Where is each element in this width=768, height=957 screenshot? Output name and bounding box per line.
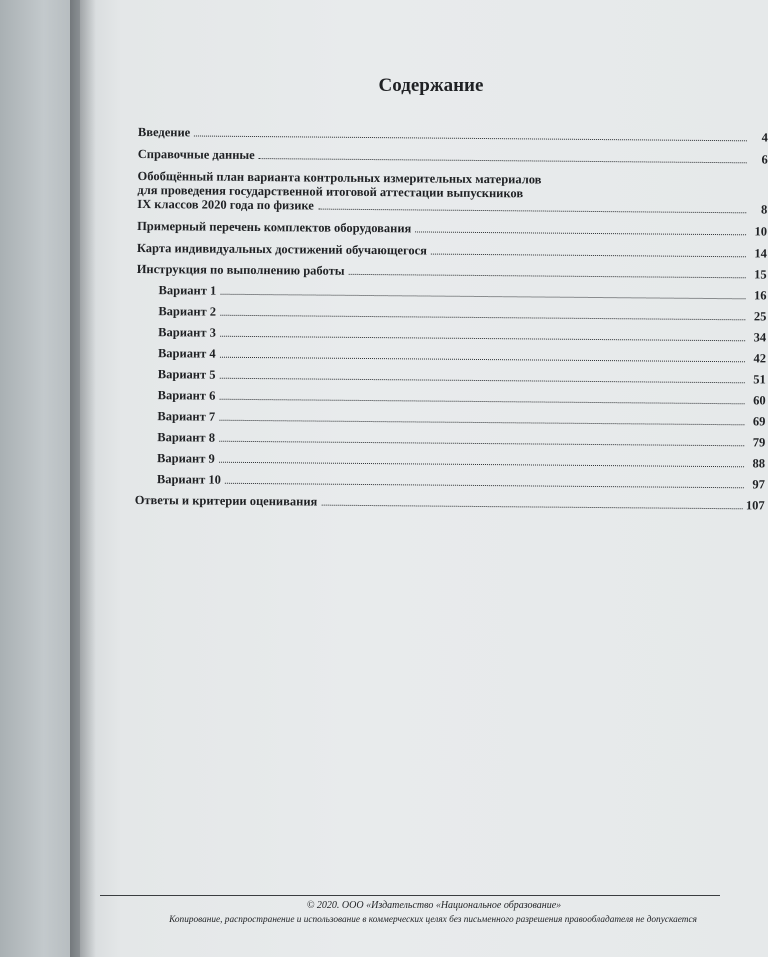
toc-entry-title: Справочные данные <box>137 146 255 163</box>
spine-shadow <box>70 0 96 957</box>
toc-entry-variant-4[interactable] <box>136 346 766 365</box>
dot-leader <box>220 336 745 342</box>
toc-page-number: 79 <box>752 435 766 450</box>
toc-entry-variant-6[interactable] <box>136 388 766 407</box>
toc-entry-title-line: Обобщённый план варианта контрольных измерительных материалов <box>137 168 542 187</box>
dot-leader <box>194 135 747 141</box>
toc-entry-title: Вариант 3 <box>158 325 216 340</box>
toc-entry-title: Ответы и критерии оценивания <box>134 492 318 509</box>
page-title: Содержание <box>378 75 484 96</box>
dot-leader <box>219 420 744 426</box>
toc-page-number: 107 <box>745 498 765 513</box>
toc-entry-title: Вариант 10 <box>156 472 221 487</box>
toc-entry-title: Вариант 7 <box>157 409 216 424</box>
toc-entry-variant-3[interactable] <box>136 325 766 344</box>
footer-divider <box>100 895 720 896</box>
toc-entry-variant-10[interactable] <box>135 472 765 491</box>
dot-leader <box>220 357 745 363</box>
toc-page-number: 34 <box>753 330 767 345</box>
toc-entry-title: Вариант 5 <box>157 367 216 382</box>
toc-page-number: 8 <box>760 202 768 217</box>
toc-page-number: 14 <box>754 246 767 261</box>
table-of-contents <box>135 125 768 512</box>
dot-leader <box>415 231 746 235</box>
toc-page-number: 4 <box>761 130 768 145</box>
dot-leader <box>219 441 744 447</box>
copyright-text: © 2020. ООО «Издательство «Национальное образование» <box>306 900 562 911</box>
toc-entry-introduction[interactable] <box>138 125 768 144</box>
dot-leader <box>318 209 746 214</box>
toc-entry-equipment-list[interactable] <box>137 219 767 238</box>
dot-leader <box>225 483 744 489</box>
facing-page-edge <box>0 0 80 957</box>
dot-leader <box>219 462 744 468</box>
toc-entry-title: Вариант 9 <box>157 451 215 466</box>
dot-leader <box>321 505 743 510</box>
toc-entry-variant-1[interactable] <box>136 283 766 302</box>
toc-page-number: 51 <box>753 372 766 387</box>
toc-entry-title: Примерный перечень комплектов оборудования <box>137 218 412 236</box>
toc-entry-variant-2[interactable] <box>136 304 766 323</box>
book-page <box>80 0 768 957</box>
toc-page-number: 60 <box>753 393 766 408</box>
toc-entry-title-line: IX классов 2020 года по физике <box>137 196 314 213</box>
toc-entry-answers[interactable] <box>135 493 765 512</box>
dot-leader <box>220 294 745 300</box>
toc-page-number: 15 <box>754 267 767 282</box>
toc-page-number: 6 <box>761 152 768 167</box>
toc-entry-title: Вариант 6 <box>157 388 216 403</box>
toc-entry-title: Вариант 2 <box>158 304 217 319</box>
dot-leader <box>220 315 745 321</box>
toc-entry-title: Вариант 8 <box>157 430 216 445</box>
toc-page-number: 16 <box>753 288 767 303</box>
dot-leader <box>220 378 745 384</box>
dot-leader <box>348 274 745 278</box>
toc-page-number: 42 <box>753 351 767 366</box>
toc-entry-title: Введение <box>137 125 191 140</box>
dot-leader <box>219 399 744 405</box>
toc-entry-title: Вариант 1 <box>158 283 217 298</box>
toc-page-number: 69 <box>752 414 766 429</box>
toc-entry-title: Карта индивидуальных достижений обучающегося <box>136 240 427 258</box>
toc-entry-variant-7[interactable] <box>135 409 765 428</box>
toc-page-number: 88 <box>752 456 766 471</box>
toc-entry-achievement-card[interactable] <box>137 241 767 260</box>
toc-entry-title: Вариант 4 <box>157 346 216 361</box>
toc-entry-instructions[interactable] <box>137 262 767 281</box>
dot-leader <box>431 254 746 258</box>
copyright-notice: Копирование, распространение и использование в коммерческих целях без письменного разрешения правообладателя не допускается <box>169 915 697 925</box>
toc-entry-title-line: для проведения государственной итоговой аттестации выпускников <box>137 182 524 201</box>
toc-page-number: 10 <box>754 224 768 239</box>
toc-entry-reference-data[interactable] <box>138 147 768 166</box>
toc-page-number: 25 <box>753 309 767 324</box>
toc-entry-variant-8[interactable] <box>135 430 765 449</box>
toc-entry-title: Инструкция по выполнению работы <box>136 261 345 278</box>
dot-leader <box>259 158 747 163</box>
toc-entry-variant-5[interactable] <box>136 367 766 386</box>
toc-entry-variant-9[interactable] <box>135 451 765 470</box>
toc-entry-general-plan[interactable] <box>137 169 767 216</box>
toc-page-number: 97 <box>752 477 765 492</box>
